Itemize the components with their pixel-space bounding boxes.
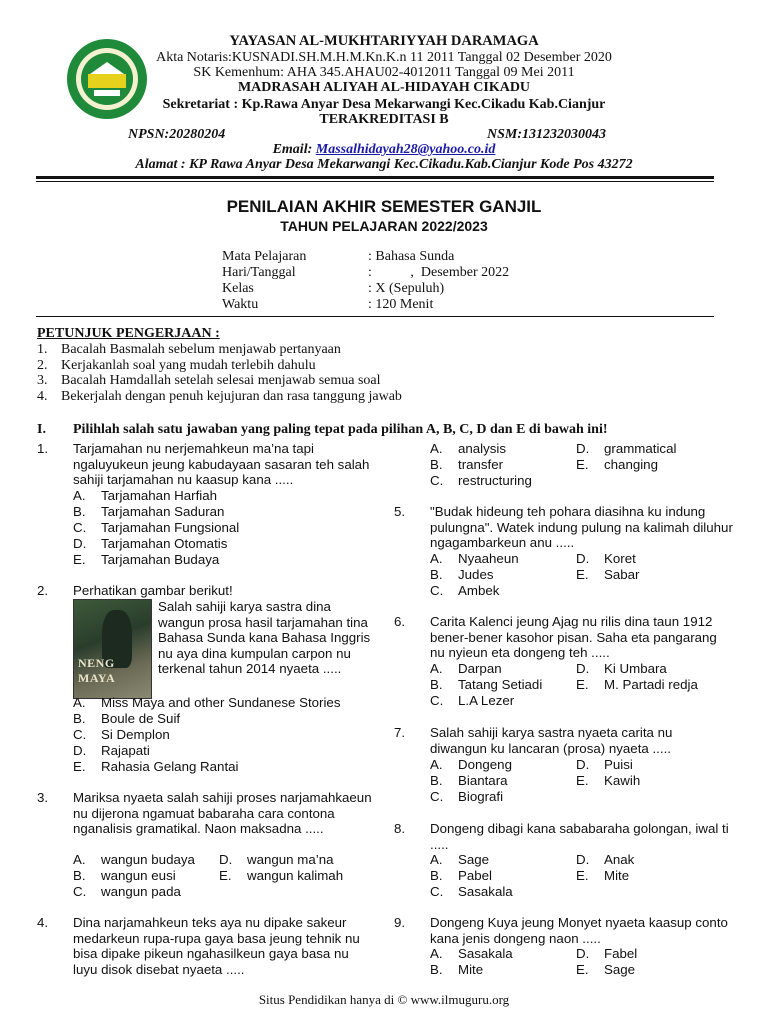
option-letter: C. bbox=[73, 884, 87, 899]
options-9 bbox=[430, 946, 730, 978]
option-letter: D. bbox=[576, 551, 590, 566]
sk-number: SK Kemenhum: AHA 345.AHAU02-4012011 Tanggal 09 Mei 2011 bbox=[193, 65, 575, 80]
item-text: Kerjakanlah soal yang mudah terlebih dahulu bbox=[61, 357, 316, 373]
option-text: Rahasia Gelang Rantai bbox=[101, 759, 239, 774]
option-text: Sasakala bbox=[458, 946, 513, 961]
question-number: 7. bbox=[394, 725, 406, 740]
exam-year: TAHUN PELAJARAN 2022/2023 bbox=[280, 218, 488, 234]
email-link[interactable]: Massalhidayah28@yahoo.co.id bbox=[315, 142, 496, 157]
option-letter: B. bbox=[73, 868, 86, 883]
instruction-item bbox=[37, 357, 316, 374]
question-3 bbox=[37, 790, 377, 854]
question-text: Tarjamahan nu nerjemahkeun ma’na tapi ngaluyukeun jeung kabudayaan sasaran teh salah sahiji tarjamahan nu kaasup kana ..... bbox=[73, 441, 370, 488]
question-1 bbox=[37, 441, 377, 491]
option-text: Biantara bbox=[458, 773, 508, 788]
info-subject bbox=[222, 249, 642, 265]
header-divider-thin bbox=[36, 181, 714, 182]
options-5 bbox=[430, 551, 730, 599]
option-letter: A. bbox=[73, 852, 86, 867]
option-letter: B. bbox=[430, 567, 443, 582]
question-number: 6. bbox=[394, 614, 406, 629]
item-text: Bekerjalah dengan penuh kejujuran dan rasa tanggung jawab bbox=[61, 388, 402, 404]
question-4 bbox=[37, 915, 377, 979]
option-text: wangun kalimah bbox=[247, 868, 344, 883]
question-text: Dongeng Kuya jeung Monyet nyaeta kaasup conto kana jenis dongeng naon ..... bbox=[430, 915, 728, 946]
option-text: Tarjamahan Otomatis bbox=[101, 536, 228, 551]
question-6 bbox=[394, 614, 734, 662]
question-text: "Budak hideung teh pohara diasihna ku indung pulungna". Watek indung pulung na kalimah diluhur ngagambarkeun anu ..... bbox=[430, 504, 733, 551]
option-text: Sasakala bbox=[458, 884, 513, 899]
option-letter: A. bbox=[73, 488, 86, 503]
notary-deed: Akta Notaris:KUSNADI.SH.M.H.M.Kn.K.n 11 2011 Tanggal 02 Desember 2020 bbox=[156, 50, 612, 65]
option-text: Puisi bbox=[604, 757, 633, 772]
option-text: M. Partadi redja bbox=[604, 677, 698, 692]
option-letter: E. bbox=[576, 457, 589, 472]
question-number: 8. bbox=[394, 821, 406, 836]
option-letter: B. bbox=[430, 677, 443, 692]
option-letter: A. bbox=[430, 661, 443, 676]
question-number: 1. bbox=[37, 441, 49, 456]
options-4 bbox=[430, 441, 730, 489]
option-letter: C. bbox=[430, 693, 444, 708]
question-number: 2. bbox=[37, 583, 49, 598]
question-text: Salah sahiji karya sastra nyaeta carita nu diwangun ku lancaran (prosa) nyaeta ..... bbox=[430, 725, 673, 756]
item-text: Bacalah Basmalah sebelum menjawab pertanyaan bbox=[61, 342, 341, 357]
option-text: transfer bbox=[458, 457, 504, 472]
item-text: Bacalah Hamdallah setelah selesai menjawab semua soal bbox=[61, 373, 381, 388]
email-line bbox=[0, 142, 768, 157]
option-text: Boule de Suif bbox=[101, 711, 181, 726]
option-letter: C. bbox=[73, 727, 87, 742]
item-number: 3. bbox=[37, 373, 48, 388]
options-6 bbox=[430, 661, 730, 709]
option-text: wangun pada bbox=[101, 884, 181, 899]
option-text: Pabel bbox=[458, 868, 493, 883]
option-letter: D. bbox=[576, 757, 590, 772]
option-text: wangun budaya bbox=[101, 852, 195, 867]
option-letter: B. bbox=[430, 962, 443, 977]
options-3 bbox=[73, 852, 373, 900]
option-text: Koret bbox=[604, 551, 636, 566]
option-letter: E. bbox=[576, 677, 589, 692]
question-2 bbox=[37, 583, 377, 599]
instruction-item bbox=[37, 373, 381, 389]
options-8 bbox=[430, 852, 730, 900]
option-letter: B. bbox=[73, 711, 86, 726]
info-label: Hari/Tanggal bbox=[222, 265, 296, 280]
option-text: Sabar bbox=[604, 567, 640, 582]
question-number: 9. bbox=[394, 915, 406, 930]
option-letter: E. bbox=[576, 773, 589, 788]
info-value: : , Desember 2022 bbox=[368, 265, 510, 280]
option-letter: D. bbox=[576, 852, 590, 867]
accreditation: TERAKREDITASI B bbox=[319, 112, 449, 127]
question-intro: Perhatikan gambar berikut! bbox=[73, 583, 233, 598]
nsm: NSM:131232030043 bbox=[487, 127, 607, 142]
info-label: Waktu bbox=[222, 297, 259, 312]
info-value: : X (Sepuluh) bbox=[368, 281, 445, 296]
option-letter: A. bbox=[73, 695, 86, 710]
question-text: Mariksa nyaeta salah sahiji proses narjamahkaeun nu dijerona ngamuat babaraha cara contona nganalisis gramatikal. Naon maksadna ..... bbox=[73, 790, 372, 837]
option-letter: B. bbox=[430, 773, 443, 788]
question-text: Dongeng dibagi kana sababaraha golongan, iwal ti ..... bbox=[430, 821, 729, 852]
question-number: 4. bbox=[37, 915, 49, 930]
option-text: Miss Maya and other Sundanese Stories bbox=[101, 695, 341, 710]
options-7 bbox=[430, 757, 730, 805]
option-text: Judes bbox=[458, 567, 494, 582]
instructions-heading: PETUNJUK PENGERJAAN : bbox=[37, 326, 220, 341]
option-text: changing bbox=[604, 457, 658, 472]
info-label: Mata Pelajaran bbox=[222, 249, 307, 264]
option-letter: A. bbox=[430, 946, 443, 961]
option-text: Sage bbox=[458, 852, 490, 867]
option-text: Si Demplon bbox=[101, 727, 170, 742]
option-letter: C. bbox=[430, 789, 444, 804]
item-number: 2. bbox=[37, 357, 48, 373]
option-text: analysis bbox=[458, 441, 507, 456]
option-letter: C. bbox=[430, 473, 444, 488]
option-letter: A. bbox=[430, 441, 443, 456]
question-9 bbox=[394, 915, 734, 947]
option-letter: D. bbox=[73, 743, 87, 758]
option-text: restructuring bbox=[458, 473, 532, 488]
option-letter: D. bbox=[576, 661, 590, 676]
option-text: Sage bbox=[604, 962, 636, 977]
question-text: Salah sahiji karya sastra dina wangun prosa hasil tarjamahan tina Bahasa Sunda kana Bahasa Inggris nu aya dina kumpulan carpon nu terkenal tahun 2014 nyaeta ..... bbox=[158, 599, 371, 677]
option-text: wangun eusi bbox=[101, 868, 176, 883]
info-date bbox=[222, 265, 642, 281]
address: Alamat : KP Rawa Anyar Desa Mekarwangi Kec.Cikadu.Kab.Cianjur Kode Pos 43272 bbox=[135, 157, 633, 172]
option-text: Rajapati bbox=[101, 743, 150, 758]
info-value: : 120 Menit bbox=[368, 297, 434, 312]
option-text: Tarjamahan Harfiah bbox=[101, 488, 218, 503]
question-text: Dina narjamahkeun teks aya nu dipake sakeur medarkeun rupa-rupa gaya basa jeung tehnik nu bisa dipake pikeun ngahasilkeun gaya basa nu luyu disok disebat nyaeta ..... bbox=[73, 915, 360, 977]
footer: Situs Pendidikan hanya di © www.ilmuguru.org bbox=[258, 992, 510, 1007]
school-name: MADRASAH ALIYAH AL-HIDAYAH CIKADU bbox=[237, 80, 531, 95]
question-number: 5. bbox=[394, 504, 406, 519]
option-text: L.A Lezer bbox=[458, 693, 515, 708]
option-text: Fabel bbox=[604, 946, 638, 961]
option-text: Tarjamahan Budaya bbox=[101, 552, 220, 567]
option-text: Mite bbox=[604, 868, 630, 883]
option-letter: E. bbox=[576, 868, 589, 883]
question-text: Carita Kalenci jeung Ajag nu rilis dina taun 1912 bener-bener kasohor pisan. Saha eta pangarang nu nyieun eta dongeng teh ..... bbox=[430, 614, 717, 661]
option-letter: D. bbox=[576, 441, 590, 456]
option-text: Biografi bbox=[458, 789, 504, 804]
question-7 bbox=[394, 725, 734, 757]
option-letter: B. bbox=[430, 868, 443, 883]
info-divider bbox=[36, 316, 714, 317]
option-letter: E. bbox=[576, 962, 589, 977]
option-letter: C. bbox=[430, 583, 444, 598]
info-class bbox=[222, 281, 642, 297]
option-letter: A. bbox=[430, 852, 443, 867]
option-letter: E. bbox=[219, 868, 232, 883]
header-divider-thick bbox=[36, 176, 714, 179]
option-letter: E. bbox=[576, 567, 589, 582]
option-text: Tarjamahan Saduran bbox=[101, 504, 225, 519]
option-letter: D. bbox=[73, 536, 87, 551]
option-letter: D. bbox=[219, 852, 233, 867]
option-text: Nyaaheun bbox=[458, 551, 519, 566]
info-time bbox=[222, 297, 642, 313]
options-2 bbox=[73, 695, 373, 775]
question-8 bbox=[394, 821, 734, 853]
secretariat: Sekretariat : Kp.Rawa Anyar Desa Mekarwangi Kec.Cikadu Kab.Cianjur bbox=[162, 97, 606, 112]
option-text: Ambek bbox=[458, 583, 500, 598]
options-1 bbox=[73, 488, 373, 568]
info-value: : Bahasa Sunda bbox=[368, 249, 455, 264]
option-letter: E. bbox=[73, 552, 86, 567]
option-letter: D. bbox=[576, 946, 590, 961]
option-text: Dongeng bbox=[458, 757, 512, 772]
item-number: 4. bbox=[37, 388, 48, 404]
question-5 bbox=[394, 504, 734, 552]
email-label: Email: bbox=[272, 142, 316, 157]
instructions bbox=[37, 326, 402, 404]
item-number: 1. bbox=[37, 342, 48, 357]
option-letter: A. bbox=[430, 757, 443, 772]
option-text: Darpan bbox=[458, 661, 502, 676]
option-text: Mite bbox=[458, 962, 484, 977]
foundation-name: YAYASAN AL-MUKHTARIYYAH DARAMAGA bbox=[229, 33, 539, 49]
option-letter: B. bbox=[430, 457, 443, 472]
option-text: Tarjamahan Fungsional bbox=[101, 520, 240, 535]
option-letter: C. bbox=[73, 520, 87, 535]
exam-info bbox=[222, 249, 642, 315]
section-instruction: Pilihlah salah satu jawaban yang paling tepat pada pilihan A, B, C, D dan E di bawah ini! bbox=[73, 422, 608, 437]
question-2-text bbox=[158, 599, 378, 695]
option-text: Ki Umbara bbox=[604, 661, 667, 676]
instruction-item bbox=[37, 342, 341, 358]
exam-title: PENILAIAN AKHIR SEMESTER GANJIL bbox=[226, 197, 542, 216]
option-letter: B. bbox=[73, 504, 86, 519]
option-letter: C. bbox=[430, 884, 444, 899]
instruction-item bbox=[37, 388, 402, 405]
option-text: Anak bbox=[604, 852, 635, 867]
section-number: I. bbox=[37, 422, 46, 437]
npsn: NPSN:20280204 bbox=[128, 127, 226, 142]
cover-title: NENG MAYA bbox=[78, 656, 116, 685]
info-label: Kelas bbox=[222, 281, 254, 296]
option-text: wangun ma’na bbox=[247, 852, 334, 867]
option-text: grammatical bbox=[604, 441, 677, 456]
option-text: Tatang Setiadi bbox=[458, 677, 543, 692]
question-number: 3. bbox=[37, 790, 49, 805]
option-letter: A. bbox=[430, 551, 443, 566]
book-cover-image bbox=[73, 599, 152, 699]
option-letter: E. bbox=[73, 759, 86, 774]
option-text: Kawih bbox=[604, 773, 641, 788]
